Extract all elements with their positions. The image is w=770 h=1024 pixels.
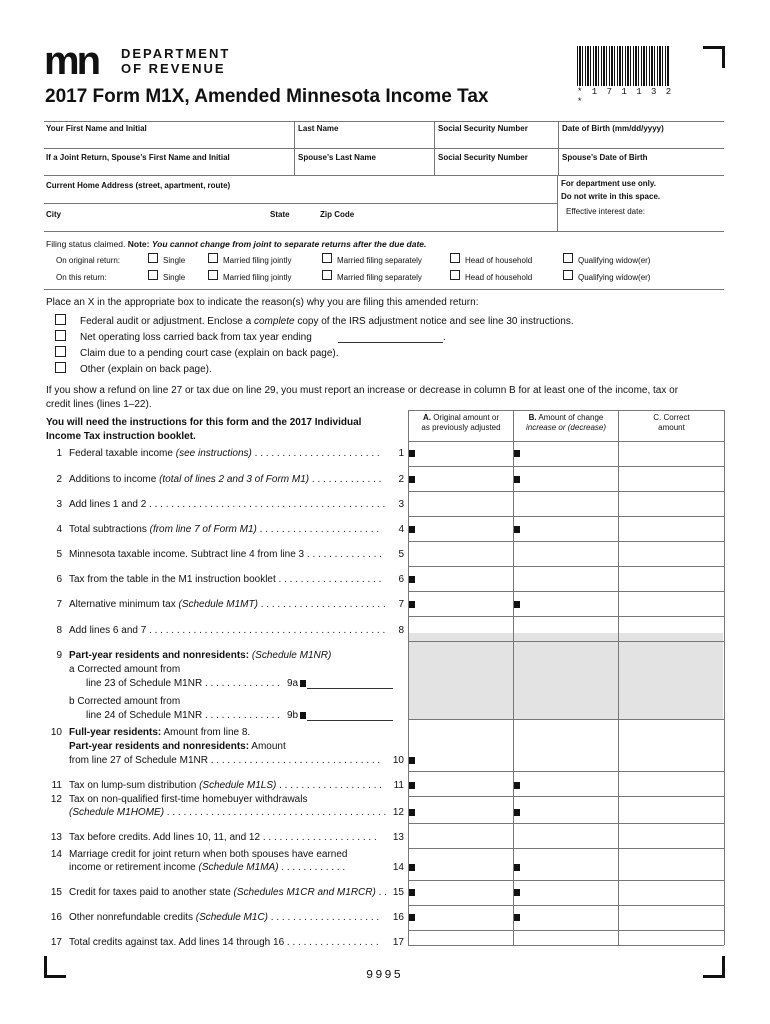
line-7-number: 7	[56, 599, 62, 610]
line-4-label: Total subtractions (from line 7 of Form M1) . . . . . . . . . . . . . . . . . . . . . .	[69, 524, 380, 535]
line-14-label-2: income or retirement income (Schedule M1MA) . . . . . . . . . . . .	[69, 862, 346, 873]
line-12b-marker	[514, 809, 520, 816]
line-14-label-1: Marriage credit for joint return when both spouses have earned	[69, 849, 348, 860]
crop-mark-top-right	[703, 46, 725, 68]
line-8-number: 8	[56, 625, 62, 636]
line-1b-marker	[514, 450, 520, 457]
original-return-label: On original return:	[56, 256, 121, 265]
this-widow-checkbox[interactable]	[563, 270, 573, 280]
column-c-header: C. Correct amount	[653, 413, 690, 432]
line-3-number: 3	[56, 499, 62, 510]
instructions-need-1: You will need the instructions for this form and the 2017 Individual	[46, 417, 362, 428]
page-code: 9995	[366, 968, 403, 982]
orig-single-label: Single	[163, 256, 186, 265]
line-15b-marker	[514, 889, 520, 896]
line-13-number: 13	[50, 832, 62, 843]
line-10a-marker	[409, 757, 415, 764]
line-5-label: Minnesota taxable income. Subtract line 4 from line 3 . . . . . . . . . . . . . .	[69, 549, 382, 560]
orig-widow-label: Qualifying widow(er)	[578, 256, 651, 265]
this-hoh-checkbox[interactable]	[450, 270, 460, 280]
line-6a-marker	[409, 576, 415, 583]
reason-nol-label: Net operating loss carried back from tax year ending	[80, 332, 312, 343]
line-7b-marker	[514, 601, 520, 608]
line-1-ref: 1	[398, 448, 404, 459]
spouse-ssn-field[interactable]: Social Security Number	[438, 153, 528, 162]
line-1-number: 1	[56, 448, 62, 459]
line-16-number: 16	[50, 912, 62, 923]
line-6-number: 6	[56, 574, 62, 585]
line-3-ref: 3	[398, 499, 404, 510]
line-12-ref: 12	[392, 807, 404, 818]
orig-mfs-checkbox[interactable]	[322, 253, 332, 263]
line-6-label: Tax from the table in the M1 instruction booklet . . . . . . . . . . . . . . . . . . .	[69, 574, 382, 585]
orig-mfj-label: Married filing jointly	[223, 256, 292, 265]
this-mfj-label: Married filing jointly	[223, 273, 292, 282]
orig-hoh-label: Head of household	[465, 256, 533, 265]
line-10-label-3: from line 27 of Schedule M1NR . . . . . . . . . . . . . . . . . . . . . . . . . . . . . . .	[69, 755, 381, 766]
this-return-label: On this return:	[56, 273, 107, 282]
mn-logo: mn	[44, 39, 98, 83]
orig-mfs-label: Married filing separately	[337, 256, 422, 265]
line-4-ref: 4	[398, 524, 404, 535]
line-10-number: 10	[50, 727, 62, 738]
orig-widow-checkbox[interactable]	[563, 253, 573, 263]
line-2a-marker	[409, 476, 415, 483]
refund-note-1: If you show a refund on line 27 or tax due on line 29, you must report an increase or decrease in column B for at least one of the income, tax or	[46, 385, 679, 396]
this-hoh-label: Head of household	[465, 273, 533, 282]
dob-field[interactable]: Date of Birth (mm/dd/yyyy)	[562, 124, 664, 133]
orig-hoh-checkbox[interactable]	[450, 253, 460, 263]
reason-other-label: Other (explain on back page).	[80, 364, 212, 375]
orig-mfj-checkbox[interactable]	[208, 253, 218, 263]
department-name	[121, 46, 230, 76]
ssn-field[interactable]: Social Security Number	[438, 124, 528, 133]
reason-audit-checkbox[interactable]	[55, 314, 66, 325]
line-2-number: 2	[56, 474, 62, 485]
line-15a-marker	[409, 889, 415, 896]
dept-line-1: DEPARTMENT	[121, 46, 231, 61]
line-11a-marker	[409, 782, 415, 789]
line-9b-marker	[300, 712, 306, 719]
barcode	[577, 46, 670, 86]
crop-mark-bottom-right	[703, 956, 725, 978]
line-4-number: 4	[56, 524, 62, 535]
line-2b-marker	[514, 476, 520, 483]
line-12-label-1: Tax on non-qualified first-time homebuyer withdrawals	[69, 794, 308, 805]
line-11-number: 11	[51, 780, 62, 791]
line-16b-marker	[514, 914, 520, 921]
line-16-ref: 16	[392, 912, 404, 923]
line-11-label: Tax on lump-sum distribution (Schedule M1LS) . . . . . . . . . . . . . . . . . . .	[69, 780, 382, 791]
line-1a-marker	[409, 450, 415, 457]
line-6-ref: 6	[398, 574, 404, 585]
filing-status-intro: Filing status claimed. Note: You cannot change from joint to separate returns after the due date.	[46, 239, 427, 249]
line-5-ref: 5	[398, 549, 404, 560]
form-title: 2017 Form M1X, Amended Minnesota Income Tax	[45, 86, 489, 107]
line-14a-marker	[409, 864, 415, 871]
line-1-label: Federal taxable income (see instructions) . . . . . . . . . . . . . . . . . . . . . . .	[69, 448, 380, 459]
state-field[interactable]: State	[270, 210, 290, 219]
nol-period: .	[443, 332, 446, 343]
line-9a-label-1: a Corrected amount from	[69, 664, 181, 675]
line-7-label: Alternative minimum tax (Schedule M1MT) . . . . . . . . . . . . . . . . . . . . . . .	[69, 599, 386, 610]
this-widow-label: Qualifying widow(er)	[578, 273, 651, 282]
line-17-ref: 17	[392, 937, 404, 948]
line-4b-marker	[514, 526, 520, 533]
line-9a-label-2: line 23 of Schedule M1NR . . . . . . . . . . . . . .	[86, 678, 280, 689]
line-10-label-1: Full-year residents: Amount from line 8.	[69, 727, 251, 738]
line-9-number: 9	[56, 650, 62, 661]
barcode-number: * 1 7 1 1 3 2 *	[577, 87, 674, 107]
zip-field[interactable]: Zip Code	[320, 210, 355, 219]
reason-court-label: Claim due to a pending court case (explain on back page).	[80, 348, 339, 359]
orig-single-checkbox[interactable]	[148, 253, 158, 263]
line-8-ref: 8	[398, 625, 404, 636]
this-single-checkbox[interactable]	[148, 270, 158, 280]
line-15-number: 15	[50, 887, 62, 898]
line-14-ref: 14	[392, 862, 404, 873]
line-10-ref: 10	[392, 755, 404, 766]
reason-other-checkbox[interactable]	[55, 362, 66, 373]
reason-audit-label: Federal audit or adjustment. Enclose a complete copy of the IRS adjustment notice and see line 30 instructions.	[80, 316, 574, 327]
dept-use-line-2: Do not write in this space.	[561, 192, 661, 201]
this-single-label: Single	[163, 273, 186, 282]
refund-note-2: credit lines (lines 1–22).	[46, 399, 152, 410]
spouse-dob-field[interactable]: Spouse’s Date of Birth	[562, 153, 648, 162]
address-field[interactable]: Current Home Address (street, apartment, route)	[46, 181, 231, 190]
dept-line-2: OF REVENUE	[121, 61, 226, 76]
line-3-label: Add lines 1 and 2 . . . . . . . . . . . . . . . . . . . . . . . . . . . . . . . . . . . . . . . . . . .	[69, 499, 386, 510]
interest-date-label: Effective interest date:	[566, 207, 646, 216]
line-9b-ref: 9b	[287, 710, 299, 721]
reasons-intro: Place an X in the appropriate box to indicate the reason(s) why you are filing this amended return:	[46, 297, 479, 308]
line-9b-label-1: b Corrected amount from	[69, 696, 181, 707]
line-9b-label-2: line 24 of Schedule M1NR . . . . . . . . . . . . . .	[86, 710, 280, 721]
this-mfs-checkbox[interactable]	[322, 270, 332, 280]
line-13-label: Tax before credits. Add lines 10, 11, and 12 . . . . . . . . . . . . . . . . . . . . .	[69, 832, 377, 843]
city-field[interactable]: City	[46, 210, 62, 219]
reason-court-checkbox[interactable]	[55, 346, 66, 357]
line-17-number: 17	[50, 937, 62, 948]
line-16a-marker	[409, 914, 415, 921]
line-9b-input[interactable]	[307, 720, 393, 721]
line-10-label-2: Part-year residents and nonresidents: Amount	[69, 741, 286, 752]
line-9-label: Part-year residents and nonresidents: (Schedule M1NR)	[69, 650, 332, 661]
line-9a-marker	[300, 680, 306, 687]
line-17-label: Total credits against tax. Add lines 14 through 16 . . . . . . . . . . . . . . . . .	[69, 937, 379, 948]
line-7a-marker	[409, 601, 415, 608]
line-5-number: 5	[56, 549, 62, 560]
first-name-field[interactable]: Your First Name and Initial	[46, 124, 147, 133]
line-9a-ref: 9a	[287, 678, 299, 689]
line-13-ref: 13	[392, 832, 404, 843]
last-name-field[interactable]: Last Name	[298, 124, 339, 133]
reason-nol-checkbox[interactable]	[55, 330, 66, 341]
column-b-header: B. Amount of change increase or (decrease)	[525, 413, 607, 432]
instructions-need-2: Income Tax instruction booklet.	[46, 431, 196, 442]
line-14-number: 14	[50, 849, 62, 860]
line-16-label: Other nonrefundable credits (Schedule M1C) . . . . . . . . . . . . . . . . . . . .	[69, 912, 380, 923]
shaded-area-line9	[409, 633, 723, 719]
line-12-label-2: (Schedule M1HOME) . . . . . . . . . . . . . . . . . . . . . . . . . . . . . . . . . . . . . . . .	[69, 807, 387, 818]
line-7-ref: 7	[398, 599, 404, 610]
line-4a-marker	[409, 526, 415, 533]
spouse-first-name-field[interactable]: If a Joint Return, Spouse’s First Name and Initial	[46, 153, 230, 162]
line-14b-marker	[514, 864, 520, 871]
line-11-ref: 11	[393, 780, 404, 791]
column-a-header: A. Original amount or as previously adjusted	[421, 413, 501, 432]
spouse-last-name-field[interactable]: Spouse’s Last Name	[298, 153, 376, 162]
this-mfj-checkbox[interactable]	[208, 270, 218, 280]
line-15-ref: 15	[392, 887, 404, 898]
this-mfs-label: Married filing separately	[337, 273, 422, 282]
dept-use-line-1: For department use only.	[561, 179, 656, 188]
line-12-number: 12	[50, 794, 62, 805]
line-11b-marker	[514, 782, 520, 789]
line-15-label: Credit for taxes paid to another state (Schedules M1CR and M1RCR) . .	[69, 887, 387, 898]
line-2-label: Additions to income (total of lines 2 and 3 of Form M1) . . . . . . . . . . . . .	[69, 474, 382, 485]
tax-year-ending-input[interactable]	[338, 342, 443, 343]
line-12a-marker	[409, 809, 415, 816]
line-9a-input[interactable]	[307, 688, 393, 689]
crop-mark-bottom-left	[44, 956, 66, 978]
line-2-ref: 2	[398, 474, 404, 485]
line-8-label: Add lines 6 and 7 . . . . . . . . . . . . . . . . . . . . . . . . . . . . . . . . . . . . . . . . . . .	[69, 625, 386, 636]
